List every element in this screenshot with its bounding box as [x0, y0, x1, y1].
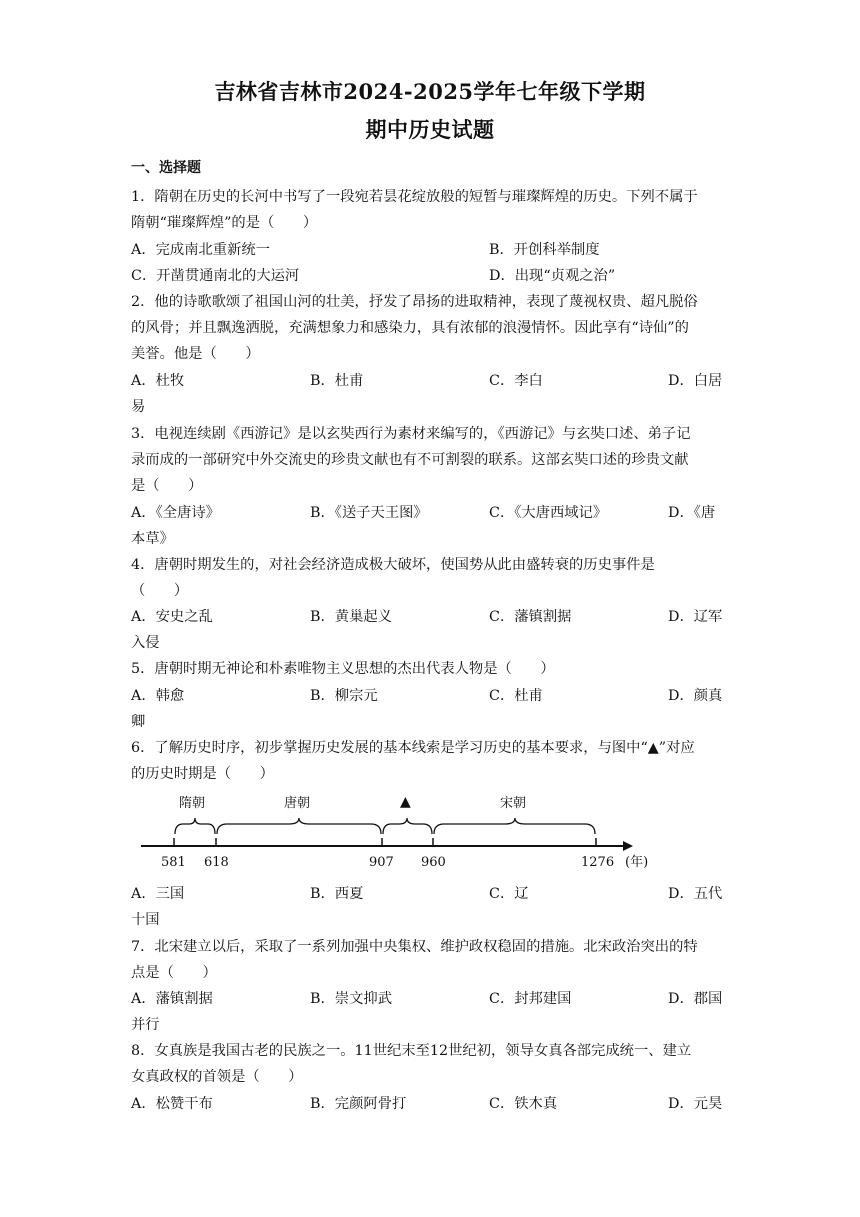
brace-tang [217, 818, 381, 834]
question-3-line-1: 3．电视连续剧《西游记》是以玄奘西行为素材来编写的，《西游记》与玄奘口述、弟子记 [131, 426, 691, 442]
question-1-option-a: A．完成南北重新统一 [131, 242, 270, 258]
question-8-line-2: 女真政权的首领是（ ） [131, 1069, 303, 1085]
question-2-line-3: 美誉。他是（ ） [131, 346, 260, 362]
question-8-line-1: 8．女真族是我国古老的民族之一。11世纪末至12世纪初，领导女真各部完成统一、建立 [131, 1043, 692, 1059]
question-1-line-2: 隋朝“璀璨辉煌”的是（ ） [131, 215, 318, 231]
question-3-option-c: C．《大唐西域记》 [489, 505, 608, 521]
question-4-option-b: B．黄巢起义 [310, 609, 392, 625]
question-5-line-1: 5．唐朝时期无神论和朴素唯物主义思想的杰出代表人物是（ ） [131, 661, 555, 677]
question-4-option-c: C．藩镇割据 [489, 609, 572, 625]
question-1-option-d: D．出现“贞观之治” [489, 268, 616, 284]
question-4-option-a: A．安史之乱 [131, 609, 213, 625]
document-title-line2: 期中历史试题 [365, 117, 495, 142]
question-8-option-a: A．松赞干布 [131, 1096, 213, 1112]
question-7-option-c: C．封邦建国 [489, 991, 572, 1007]
question-7-option-d: D．郡国 [668, 991, 723, 1007]
question-8-option-c: C．铁木真 [489, 1096, 558, 1112]
question-2-option-a: A．杜牧 [131, 373, 185, 389]
question-5-option-a: A．韩愈 [131, 688, 185, 704]
brace-song [434, 818, 595, 834]
question-6-line-2: 的历史时期是（ ） [131, 766, 274, 782]
question-5-option-d-wrap: 卿 [131, 714, 146, 730]
question-4-line-2: （ ） [131, 583, 189, 599]
question-6-option-c: C．辽 [489, 886, 529, 902]
question-2-option-b: B．杜甫 [310, 373, 364, 389]
question-8-option-b: B．完颜阿骨打 [310, 1096, 407, 1112]
timeline-year-1276: 1276 [581, 855, 615, 870]
question-5-option-d: D．颜真 [668, 688, 723, 704]
question-6-option-b: B．西夏 [310, 886, 364, 902]
question-2-line-2: 的风骨；并且飘逸洒脱，充满想象力和感染力，具有浓郁的浪漫情怀。因此享有“诗仙”的 [131, 320, 689, 336]
question-4-option-d-wrap: 入侵 [131, 635, 160, 651]
question-6-line-1: 6．了解历史时序，初步掌握历史发展的基本线索是学习历史的基本要求，与图中“▲”对应 [131, 740, 695, 756]
question-2-option-d-wrap: 易 [131, 399, 146, 415]
timeline-year-581: 581 [161, 855, 186, 870]
question-7-line-2: 点是（ ） [131, 965, 217, 981]
brace-triangle [383, 818, 432, 834]
question-4-line-1: 4．唐朝时期发生的，对社会经济造成极大破坏，使国势从此由盛转衰的历史事件是 [131, 557, 655, 573]
question-3-line-2: 录而成的一部研究中外交流史的珍贵文献也有不可割裂的联系。这部玄奘口述的珍贵文献 [131, 452, 689, 468]
timeline-year-960: 960 [421, 855, 446, 870]
timeline-arrowhead [623, 841, 633, 851]
question-8-option-d: D．元昊 [668, 1096, 723, 1112]
timeline-label-sui: 隋朝 [179, 796, 206, 811]
question-2-option-d: D．白居 [668, 373, 723, 389]
question-3-option-d-wrap: 本草》 [131, 531, 174, 547]
question-3-option-d: D．《唐 [668, 505, 716, 521]
question-7-option-a: A．藩镇割据 [131, 991, 213, 1007]
timeline-label-triangle: ▲ [400, 794, 411, 810]
timeline-year-618: 618 [204, 855, 229, 870]
question-7-option-b: B．崇文抑武 [310, 991, 392, 1007]
question-4-option-d: D．辽军 [668, 609, 723, 625]
question-1-option-c: C．开凿贯通南北的大运河 [131, 268, 300, 284]
brace-sui [175, 818, 215, 834]
question-1-line-1: 1．隋朝在历史的长河中书写了一段宛若昙花绽放般的短暂与璀璨辉煌的历史。下列不属于 [131, 189, 698, 205]
document-title-line1: 吉林省吉林市2024-2025学年七年级下学期 [214, 79, 646, 104]
timeline-label-tang: 唐朝 [284, 796, 311, 811]
question-2-option-c: C．李白 [489, 373, 543, 389]
question-5-option-b: B．柳宗元 [310, 688, 378, 704]
timeline-unit: (年) [625, 855, 649, 870]
question-6-option-a: A．三国 [131, 886, 185, 902]
question-3-line-3: 是（ ） [131, 478, 203, 494]
question-5-option-c: C．杜甫 [489, 688, 543, 704]
question-7-option-d-wrap: 并行 [131, 1017, 160, 1033]
question-3-option-a: A．《全唐诗》 [131, 505, 220, 521]
timeline-year-907: 907 [369, 855, 394, 870]
timeline-label-song: 宋朝 [500, 796, 527, 811]
question-2-line-1: 2．他的诗歌歌颂了祖国山河的壮美，抒发了昂扬的进取精神，表现了蔑视权贵、超凡脱俗 [131, 294, 698, 310]
question-6-option-d-wrap: 十国 [131, 912, 160, 928]
question-6-option-d: D．五代 [668, 886, 723, 902]
question-3-option-b: B．《送子天王图》 [310, 505, 428, 521]
section-heading: 一、选择题 [131, 160, 201, 176]
question-1-option-b: B．开创科举制度 [489, 242, 600, 258]
question-7-line-1: 7．北宋建立以后，采取了一系列加强中央集权、维护政权稳固的措施。北宋政治突出的特 [131, 939, 698, 955]
